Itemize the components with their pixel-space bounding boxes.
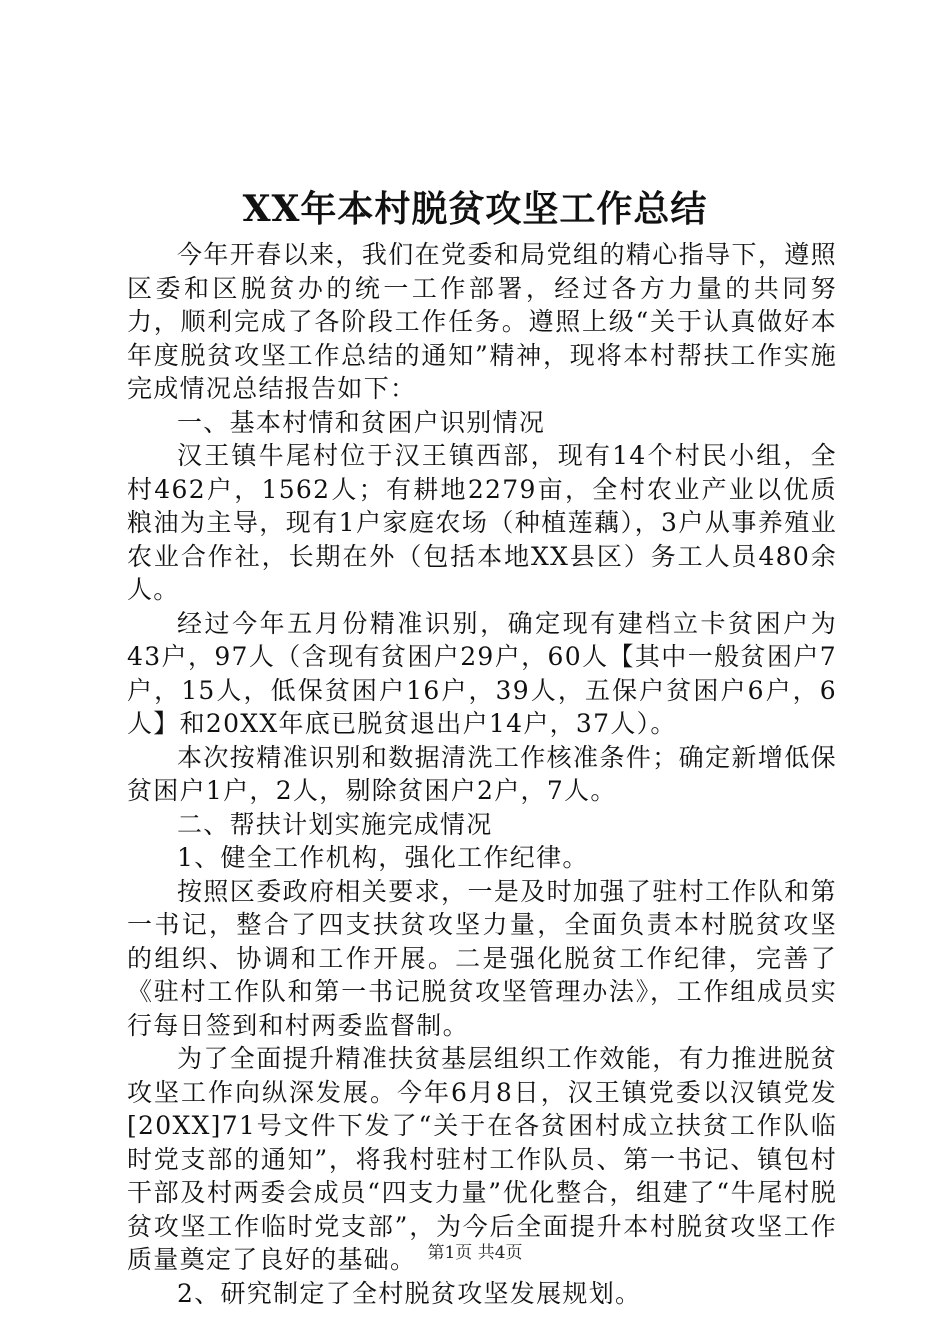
document-title: XX年本村脱贫攻坚工作总结 (242, 188, 708, 230)
work-organization-paragraph: 按照区委政府相关要求，一是及时加强了驻村工作队和第一书记，整合了四支扶贫攻坚力量，全面负责本村脱贫攻坚的组织、协调和工作开展。二是强化脱贫工作纪律，完善了《驻村工作队和第一书记脱贫攻坚管理办法》，工作组成员实行每日签到和村两委监督制。 (127, 876, 837, 1040)
section-heading-1: 一、基本村情和贫困户识别情况 (177, 407, 546, 437)
intro-paragraph: 今年开春以来，我们在党委和局党组的精心指导下，遵照区委和区脱贫办的统一工作部署，经过各方力量的共同努力，顺利完成了各阶段工作任务。遵照上级“关于认真做好本年度脱贫攻坚工作总结的通知”精神，现将本村帮扶工作实施完成情况总结报告如下： (127, 240, 837, 403)
subheading-1: 1、健全工作机构，强化工作纪律。 (177, 843, 589, 872)
section-heading-2: 二、帮扶计划实施完成情况 (177, 809, 493, 839)
subheading-2: 2、研究制定了全村脱贫攻坚发展规划。 (177, 1278, 642, 1308)
page-number-footer: 第1页 共4页 (427, 1243, 523, 1263)
party-branch-paragraph: 为了全面提升精准扶贫基层组织工作效能，有力推进脱贫攻坚工作向纵深发展。今年6月8日，汉王镇党委以汉镇党发[20XX]71号文件下发了“关于在各贫困村成立扶贫工作队临时党支部的通知”，将我村驻村工作队员、第一书记、镇包村干部及村两委会成员“四支力量”优化整合，组建了“牛尾村脱贫攻坚工作临时党支部”，为今后全面提升本村脱贫攻坚工作质量奠定了良好的基础。 (127, 1044, 837, 1274)
data-cleaning-paragraph: 本次按精准识别和数据清洗工作核准条件；确定新增低保贫困户1户，2人，剔除贫困户2户，7人。 (127, 742, 837, 805)
village-overview-paragraph: 汉王镇牛尾村位于汉王镇西部，现有14个村民小组，全村462户，1562人；有耕地2279亩，全村农业产业以优质粮油为主导，现有1户家庭农场（种植莲藕），3户从事养殖业农业合作社，长期在外（包括本地XX县区）务工人员480余人。 (127, 441, 837, 604)
poverty-identification-paragraph: 经过今年五月份精准识别，确定现有建档立卡贫困户为43户，97人（含现有贫困户29户，60人【其中一般贫困户7户，15人，低保贫困户16户，39人，五保户贫困户6户，6人】和20XX年底已脱贫退出户14户，37人）。 (127, 608, 837, 738)
document-body (127, 238, 837, 1310)
